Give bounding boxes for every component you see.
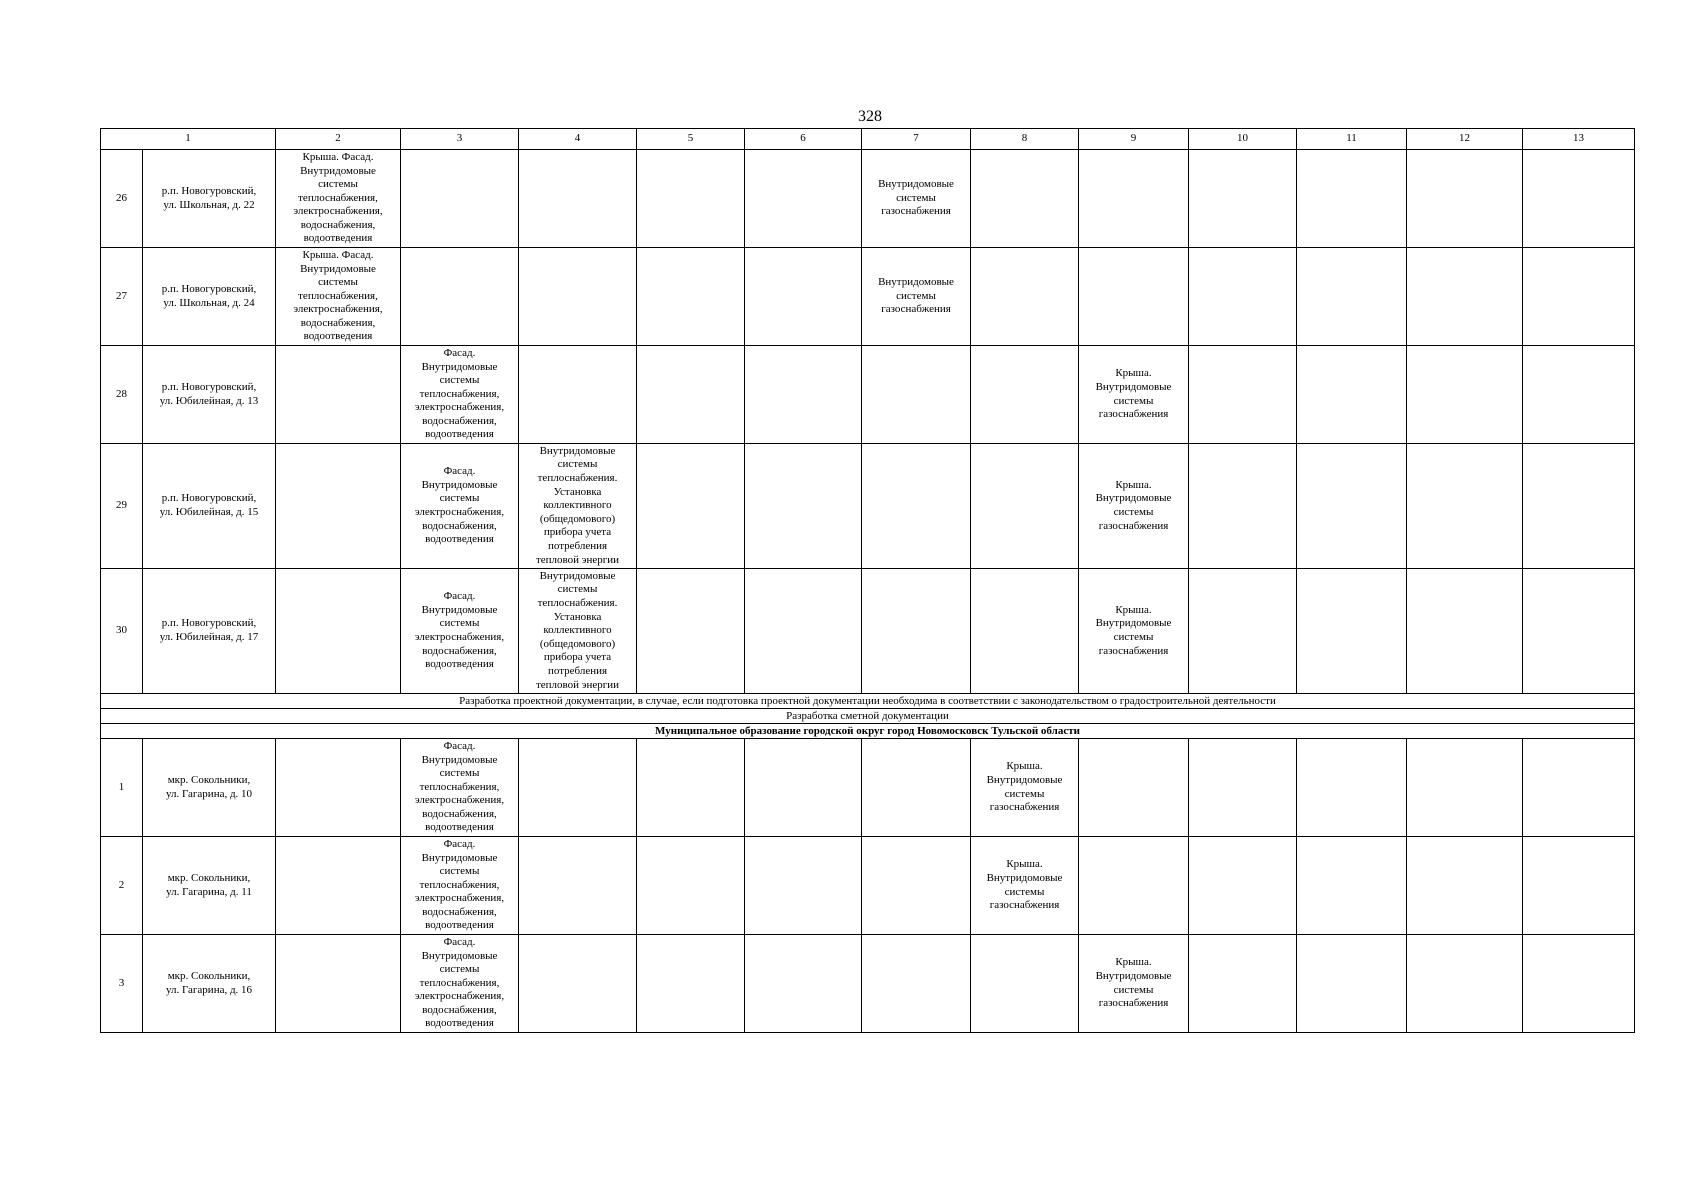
- work-cell: [519, 739, 637, 837]
- work-cell: [1523, 150, 1635, 248]
- work-cell: [1523, 248, 1635, 346]
- work-cell: [276, 739, 401, 837]
- row-number: 1: [101, 739, 143, 837]
- work-cell: [1407, 935, 1523, 1033]
- work-cell: [1189, 837, 1297, 935]
- work-cell: [862, 569, 971, 694]
- work-cell: Внутридомовые системы теплоснабжения. Установка коллективного (общедомового) прибора учета потребления тепловой энергии: [519, 569, 637, 694]
- work-cell: [276, 444, 401, 569]
- work-cell: Внутридомовые системы газоснабжения: [862, 248, 971, 346]
- work-cell: [637, 837, 745, 935]
- work-cell: [1523, 935, 1635, 1033]
- work-cell: [971, 935, 1079, 1033]
- work-cell: [637, 935, 745, 1033]
- work-cell: Фасад. Внутридомовые системы теплоснабжения, электроснабжения, водоснабжения, водоотведения: [401, 346, 519, 444]
- work-cell: Внутридомовые системы газоснабжения: [862, 150, 971, 248]
- column-number-cell: 4: [519, 129, 637, 150]
- work-cell: Фасад. Внутридомовые системы теплоснабжения, электроснабжения, водоснабжения, водоотведения: [401, 739, 519, 837]
- work-cell: [971, 569, 1079, 694]
- work-cell: Фасад. Внутридомовые системы электроснабжения, водоснабжения, водоотведения: [401, 569, 519, 694]
- column-number-cell: 2: [276, 129, 401, 150]
- work-cell: Крыша. Внутридомовые системы газоснабжения: [971, 837, 1079, 935]
- address-cell: р.п. Новогуровский, ул. Школьная, д. 24: [143, 248, 276, 346]
- column-number-cell: 7: [862, 129, 971, 150]
- work-cell: [637, 346, 745, 444]
- work-cell: [1523, 739, 1635, 837]
- work-cell: [1407, 346, 1523, 444]
- work-cell: Крыша. Фасад. Внутридомовые системы теплоснабжения, электроснабжения, водоснабжения, водоотведения: [276, 248, 401, 346]
- row-number: 2: [101, 837, 143, 935]
- work-cell: [1297, 444, 1407, 569]
- work-cell: [637, 569, 745, 694]
- work-cell: Фасад. Внутридомовые системы теплоснабжения, электроснабжения, водоснабжения, водоотведения: [401, 837, 519, 935]
- row-number: 26: [101, 150, 143, 248]
- work-cell: [519, 837, 637, 935]
- work-cell: [745, 739, 862, 837]
- work-cell: [745, 444, 862, 569]
- work-cell: [1297, 935, 1407, 1033]
- work-cell: Крыша. Внутридомовые системы газоснабжения: [971, 739, 1079, 837]
- work-cell: [276, 837, 401, 935]
- work-cell: [1407, 248, 1523, 346]
- work-cell: [519, 935, 637, 1033]
- address-cell: р.п. Новогуровский, ул. Юбилейная, д. 15: [143, 444, 276, 569]
- work-cell: [1189, 346, 1297, 444]
- work-cell: [862, 837, 971, 935]
- column-number-cell: 3: [401, 129, 519, 150]
- work-cell: [1189, 935, 1297, 1033]
- work-cell: [637, 739, 745, 837]
- work-cell: [519, 150, 637, 248]
- work-cell: Фасад. Внутридомовые системы теплоснабжения, электроснабжения, водоснабжения, водоотведения: [401, 935, 519, 1033]
- work-cell: [745, 935, 862, 1033]
- address-cell: р.п. Новогуровский, ул. Юбилейная, д. 17: [143, 569, 276, 694]
- table-row: [101, 150, 1635, 248]
- address-cell: мкр. Сокольники, ул. Гагарина, д. 11: [143, 837, 276, 935]
- table-row: [101, 935, 1635, 1033]
- row-number: 30: [101, 569, 143, 694]
- column-number-cell: 11: [1297, 129, 1407, 150]
- column-number-cell: 1: [101, 129, 276, 150]
- work-cell: [1297, 837, 1407, 935]
- work-cell: Крыша. Внутридомовые системы газоснабжения: [1079, 444, 1189, 569]
- work-cell: [1523, 837, 1635, 935]
- work-cell: [637, 150, 745, 248]
- row-number: 27: [101, 248, 143, 346]
- work-cell: [745, 150, 862, 248]
- address-cell: мкр. Сокольники, ул. Гагарина, д. 10: [143, 739, 276, 837]
- table-row: [101, 346, 1635, 444]
- work-cell: [276, 346, 401, 444]
- row-number: 28: [101, 346, 143, 444]
- work-cell: [862, 935, 971, 1033]
- section-row: [101, 694, 1635, 709]
- work-cell: [1523, 569, 1635, 694]
- column-number-cell: 13: [1523, 129, 1635, 150]
- table-row: [101, 569, 1635, 694]
- table-row: [101, 739, 1635, 837]
- work-cell: [637, 444, 745, 569]
- table-row: [101, 837, 1635, 935]
- work-cell: [276, 569, 401, 694]
- work-cell: [1407, 150, 1523, 248]
- work-cell: [1407, 739, 1523, 837]
- row-number: 3: [101, 935, 143, 1033]
- work-cell: [862, 739, 971, 837]
- work-cell: [401, 248, 519, 346]
- estimate-docs-row: Разработка сметной документации: [101, 709, 1635, 724]
- column-number-cell: 10: [1189, 129, 1297, 150]
- work-cell: [1079, 150, 1189, 248]
- work-cell: [1407, 444, 1523, 569]
- work-cell: Крыша. Фасад. Внутридомовые системы теплоснабжения, электроснабжения, водоснабжения, водоотведения: [276, 150, 401, 248]
- work-cell: [1297, 248, 1407, 346]
- work-cell: [1189, 444, 1297, 569]
- column-number-cell: 6: [745, 129, 862, 150]
- work-cell: [745, 837, 862, 935]
- work-cell: [1407, 569, 1523, 694]
- row-number: 29: [101, 444, 143, 569]
- work-cell: [401, 150, 519, 248]
- address-cell: мкр. Сокольники, ул. Гагарина, д. 16: [143, 935, 276, 1033]
- work-cell: [519, 248, 637, 346]
- work-cell: [971, 248, 1079, 346]
- design-docs-row: Разработка проектной документации, в случае, если подготовка проектной документации необходима в соответствии с законодательством о градостроительной деятельности: [101, 694, 1635, 709]
- work-cell: [1189, 150, 1297, 248]
- column-number-cell: 12: [1407, 129, 1523, 150]
- work-cell: [745, 248, 862, 346]
- work-cell: [1297, 739, 1407, 837]
- work-cell: [1189, 739, 1297, 837]
- column-number-cell: 5: [637, 129, 745, 150]
- municipality-heading: Муниципальное образование городской округ город Новомосковск Тульской области: [101, 724, 1635, 739]
- page-number: 328: [858, 108, 882, 125]
- work-cell: [862, 346, 971, 444]
- work-cell: [745, 569, 862, 694]
- repair-schedule-table: [100, 128, 1635, 1033]
- work-cell: [1189, 248, 1297, 346]
- column-number-cell: 9: [1079, 129, 1189, 150]
- work-cell: Внутридомовые системы теплоснабжения. Установка коллективного (общедомового) прибора учета потребления тепловой энергии: [519, 444, 637, 569]
- work-cell: [1297, 346, 1407, 444]
- work-cell: [1079, 837, 1189, 935]
- work-cell: [637, 248, 745, 346]
- work-cell: [1523, 346, 1635, 444]
- column-number-row: [101, 129, 1635, 150]
- work-cell: [971, 444, 1079, 569]
- work-cell: [971, 150, 1079, 248]
- section-row: [101, 709, 1635, 724]
- work-cell: [745, 346, 862, 444]
- work-cell: Фасад. Внутридомовые системы электроснабжения, водоснабжения, водоотведения: [401, 444, 519, 569]
- work-cell: [1407, 837, 1523, 935]
- table-row: [101, 444, 1635, 569]
- column-number-cell: 8: [971, 129, 1079, 150]
- work-cell: Крыша. Внутридомовые системы газоснабжения: [1079, 569, 1189, 694]
- table-row: [101, 248, 1635, 346]
- work-cell: [1079, 739, 1189, 837]
- work-cell: [971, 346, 1079, 444]
- work-cell: [1297, 569, 1407, 694]
- section-row: [101, 724, 1635, 739]
- work-cell: [1189, 569, 1297, 694]
- work-cell: [1079, 248, 1189, 346]
- work-cell: [276, 935, 401, 1033]
- work-cell: [1523, 444, 1635, 569]
- work-cell: Крыша. Внутридомовые системы газоснабжения: [1079, 935, 1189, 1033]
- work-cell: Крыша. Внутридомовые системы газоснабжения: [1079, 346, 1189, 444]
- work-cell: [519, 346, 637, 444]
- work-cell: [862, 444, 971, 569]
- address-cell: р.п. Новогуровский, ул. Юбилейная, д. 13: [143, 346, 276, 444]
- address-cell: р.п. Новогуровский, ул. Школьная, д. 22: [143, 150, 276, 248]
- work-cell: [1297, 150, 1407, 248]
